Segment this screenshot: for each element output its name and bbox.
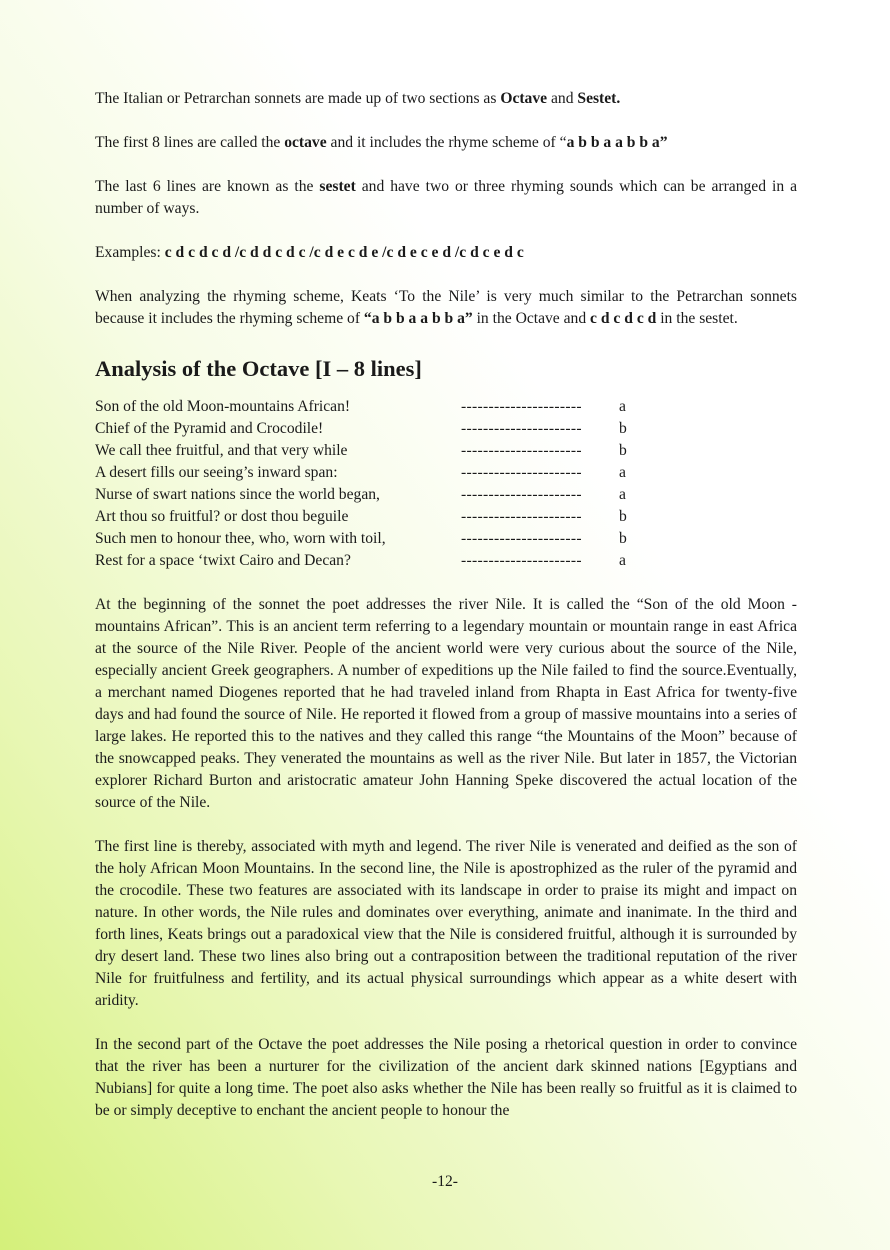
poem-line-text: Such men to honour thee, who, worn with toil, — [95, 530, 386, 547]
poem-line-rhyme: a — [619, 464, 626, 481]
poem-line-text: Son of the old Moon-mountains African! — [95, 398, 351, 415]
poem-line-rhyme: b — [619, 530, 627, 547]
page-number: -12- — [432, 1173, 458, 1190]
term-octave: Octave — [500, 90, 548, 107]
poem-line-text: We call thee fruitful, and that very while — [95, 442, 348, 459]
poem-line — [95, 440, 797, 462]
text-run: The Italian or Petrarchan sonnets are made up of two sections as — [95, 90, 501, 107]
intro-paragraph-octave — [95, 132, 797, 154]
poem-line — [95, 506, 797, 528]
poem-line — [95, 550, 797, 572]
poem-line-rhyme: a — [619, 552, 626, 569]
text-run: Examples: — [95, 244, 165, 261]
poem-line-dash: ---------------------- — [461, 486, 582, 503]
poem-line — [95, 462, 797, 484]
text-run: and it includes the rhyme scheme of “ — [326, 134, 567, 151]
poem-line-text: Chief of the Pyramid and Crocodile! — [95, 420, 324, 437]
poem-octave — [95, 396, 797, 572]
poem-line — [95, 528, 797, 550]
poem-line — [95, 418, 797, 440]
rhyme-scheme-octave: “a b b a a b b a” — [363, 310, 473, 327]
term-octave: octave — [284, 134, 327, 151]
poem-line-text: Art thou so fruitful? or dost thou beguile — [95, 508, 349, 525]
poem-line-rhyme: b — [619, 420, 627, 437]
text-run: The first 8 lines are called the — [95, 134, 285, 151]
poem-line-text: Nurse of swart nations since the world began, — [95, 486, 380, 503]
analysis-paragraph-3: In the second part of the Octave the poet addresses the Nile posing a rhetorical question in order to convince that the river has been a nurturer for the civilization of the ancient dark skinned nations [Egyptians and Nubians] for quite a long time. The poet also asks whether the Nile has been really so fruitful as it is claimed to be or simply deceptive to enchant the ancient people to honour the — [95, 1036, 797, 1119]
poem-line-dash: ---------------------- — [461, 508, 582, 525]
text-run: and — [547, 90, 578, 107]
poem-line-text: A desert fills our seeing’s inward span: — [95, 464, 338, 481]
intro-paragraph-sections — [95, 88, 797, 110]
text-run: When analyzing the rhyming scheme, Keats ‘To the Nile’ is very much similar to the Petrarchan sonnets because it includes the rhyming scheme of — [95, 288, 797, 327]
poem-line-dash: ---------------------- — [461, 442, 582, 459]
section-heading: Analysis of the Octave [I – 8 lines] — [95, 356, 422, 381]
term-sestet: Sestet. — [577, 90, 621, 107]
poem-line — [95, 396, 797, 418]
poem-line-rhyme: a — [619, 398, 626, 415]
poem-line-text: Rest for a space ‘twixt Cairo and Decan? — [95, 552, 351, 569]
analysis-paragraph-2: The first line is thereby, associated with myth and legend. The river Nile is venerated and deified as the son of the holy African Moon Mountains. In the second line, the Nile is apostrophized as the ruler of the pyramid and the crocodile. These two features are associated with its landscape in order to praise its might and impact on nature. In other words, the Nile rules and dominates over everything, animate and inanimate. In the third and forth lines, Keats brings out a paradoxical view that the Nile is considered fruitful, although it is surrounded by dry desert land. These two lines also bring out a contraposition between the traditional reputation of the river Nile for fruitfulness and fertility, and its actual physical surroundings which appear as a white desert with aridity. — [95, 838, 797, 1009]
poem-line-rhyme: a — [619, 486, 626, 503]
document-page — [95, 88, 797, 1144]
intro-paragraph-keats — [95, 286, 797, 330]
text-run: and have two or three rhyming sounds which can be arranged in a number of ways. — [95, 178, 798, 217]
text-run: in the sestet. — [656, 310, 738, 327]
term-sestet: sestet — [319, 178, 356, 195]
intro-paragraph-examples — [95, 242, 797, 264]
rhyme-scheme-octave: a b b a a b b a” — [566, 134, 668, 151]
poem-line-dash: ---------------------- — [461, 552, 582, 569]
poem-line-dash: ---------------------- — [461, 530, 582, 547]
intro-paragraph-sestet — [95, 176, 797, 220]
analysis-paragraph-1: At the beginning of the sonnet the poet addresses the river Nile. It is called the “Son of the old Moon - mountains African”. This is an ancient term referring to a legendary mountain or mountain range in east Africa at the source of the Nile River. People of the ancient world were very curious about the source of the Nile, especially ancient Greek geographers. A number of expeditions up the Nile failed to find the source.Eventually, a merchant named Diogenes reported that he had traveled inland from Rhapta in East Africa for twenty-five days and had found the source of Nile. He reported it flowed from a group of massive mountains into a series of large lakes. He reported this to the natives and they called this range “the Mountains of the Moon” because of the snowcapped peaks. They venerated the mountains as well as the river Nile. But later in 1857, the Victorian explorer Richard Burton and aristocratic amateur John Hanning Speke discovered the actual location of the source of the Nile. — [95, 596, 797, 811]
poem-line-dash: ---------------------- — [461, 420, 582, 437]
sestet-examples: c d c d c d /c d d c d c /c d e c d e /c d e c e d /c d c e d c — [164, 244, 524, 261]
poem-line — [95, 484, 797, 506]
poem-line-dash: ---------------------- — [461, 398, 582, 415]
text-run: in the Octave and — [472, 310, 591, 327]
text-run: The last 6 lines are known as the — [95, 178, 320, 195]
rhyme-scheme-sestet: c d c d c d — [590, 310, 657, 327]
poem-line-dash: ---------------------- — [461, 464, 582, 481]
poem-line-rhyme: b — [619, 508, 627, 525]
poem-line-rhyme: b — [619, 442, 627, 459]
